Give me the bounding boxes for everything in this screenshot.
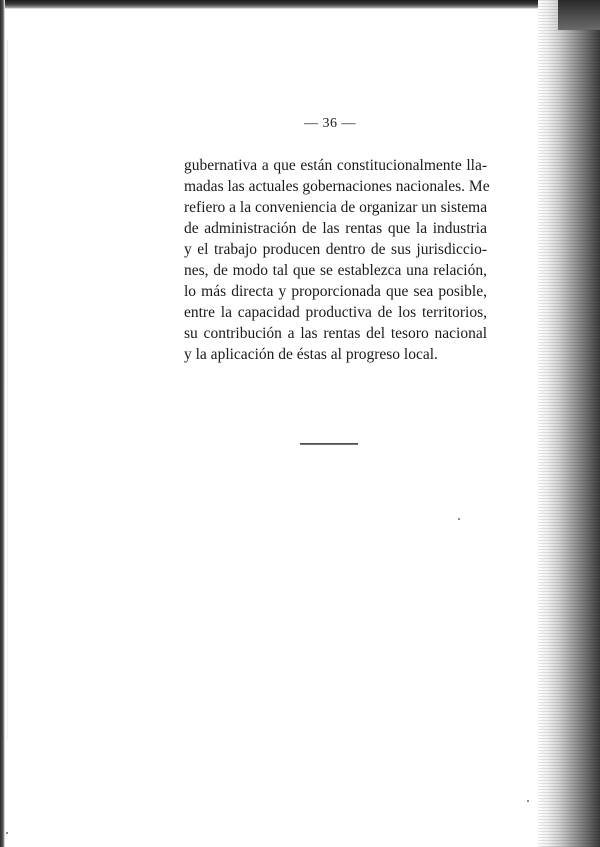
body-paragraph: [184, 155, 490, 365]
scan-top-edge-shadow: [0, 0, 580, 9]
scan-speck: [527, 800, 529, 802]
section-end-rule: [300, 443, 358, 445]
book-binding-top-shadow: [558, 0, 600, 30]
page-number: — 36 —: [304, 116, 356, 131]
text-line: su contribución a las rentas del tesoro nacional: [184, 325, 487, 342]
text-line: y la aplicación de éstas al progreso local.: [184, 346, 438, 363]
text-line: gubernativa a que están constitucionalmente lla-: [184, 157, 487, 174]
text-line: refiero a la conveniencia de organizar un sistema: [184, 199, 488, 216]
scan-speck: [458, 518, 460, 520]
text-line: madas las actuales gobernaciones nacionales. Me: [184, 178, 490, 195]
text-line: de administración de las rentas que la industria: [184, 220, 487, 237]
text-line: nes, de modo tal que se establezca una relación,: [184, 262, 487, 279]
scan-left-margin-line: [7, 40, 8, 740]
text-line: lo más directa y proporcionada que sea posible,: [184, 283, 487, 300]
text-line: y el trabajo producen dentro de sus jurisdiccio-: [184, 241, 487, 258]
scan-speck: [6, 832, 8, 834]
text-line: entre la capacidad productiva de los territorios,: [184, 304, 487, 321]
